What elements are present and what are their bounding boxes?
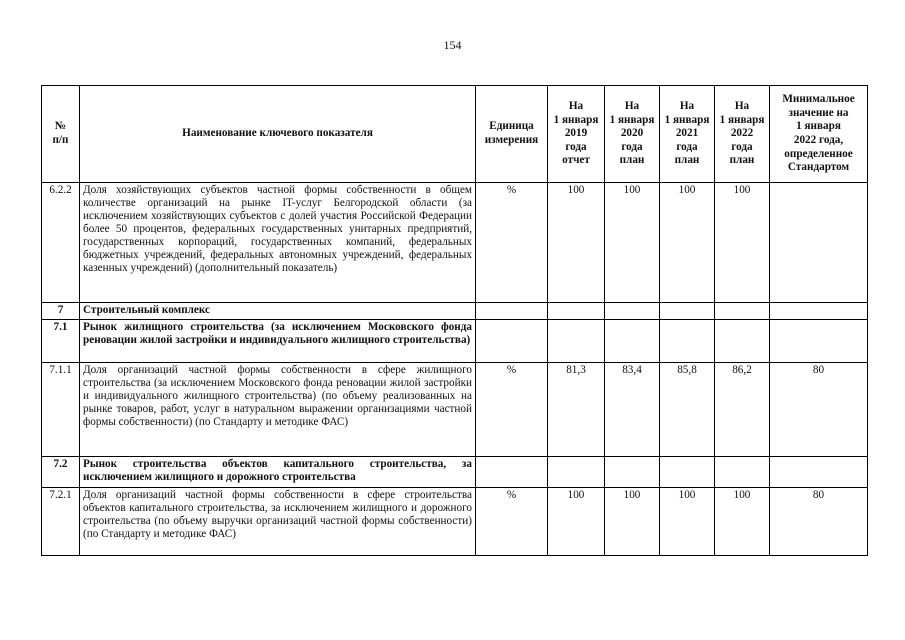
- row-name: Рынок строительства объектов капитального строительства, за исключением жилищного и дорожного строительства: [80, 457, 476, 488]
- table-header: [42, 86, 868, 183]
- row-unit: [476, 303, 548, 320]
- row-2022: 86,2: [715, 363, 770, 457]
- row-name: Рынок жилищного строительства (за исключением Московского фонда реновации жилой застройки и индивидуального жилищного строительства): [80, 320, 476, 363]
- row-2021: [660, 320, 715, 363]
- indicators-table: [41, 85, 868, 556]
- row-2019: [548, 320, 605, 363]
- row-2019: 100: [548, 183, 605, 303]
- row-unit: %: [476, 488, 548, 556]
- row-num: 7.2: [42, 457, 80, 488]
- row-name: Доля организаций частной формы собственности в сфере строительства объектов капитального строительства, за исключением жилищного и дорожного строительства (по объему выручки организаций частной формы собственности) (по Стандарту и методике ФАС): [80, 488, 476, 556]
- section-row: [42, 457, 868, 488]
- header-2022: На 1 января 2022 года план: [715, 86, 770, 183]
- row-standard: 80: [770, 488, 868, 556]
- row-standard: [770, 183, 868, 303]
- section-row: [42, 303, 868, 320]
- row-num: 7.1.1: [42, 363, 80, 457]
- row-2020: 100: [605, 488, 660, 556]
- section-row: [42, 320, 868, 363]
- row-2021: 85,8: [660, 363, 715, 457]
- header-unit: Единица измерения: [476, 86, 548, 183]
- row-2020: [605, 320, 660, 363]
- row-2021: 100: [660, 488, 715, 556]
- row-2020: 83,4: [605, 363, 660, 457]
- row-standard: [770, 457, 868, 488]
- row-2022: [715, 457, 770, 488]
- row-unit: %: [476, 183, 548, 303]
- table-row: [42, 488, 868, 556]
- table-row: [42, 183, 868, 303]
- row-2022: 100: [715, 488, 770, 556]
- row-unit: [476, 320, 548, 363]
- page-number: 154: [443, 38, 462, 52]
- row-2022: [715, 320, 770, 363]
- row-2019: [548, 457, 605, 488]
- row-name: Доля хозяйствующих субъектов частной формы собственности в общем количестве организаций на рынке IT-услуг Белгородской области (за исключением хозяйствующих субъектов с долей участия Российской Федерации более 50 процентов, федеральных государственных унитарных предприятий, государственных корпораций, государственных компаний, федеральных бюджетных учреждений, федеральных автономных учреждений, федеральных казенных учреждений) (дополнительный показатель): [80, 183, 476, 303]
- row-2021: [660, 457, 715, 488]
- row-2020: [605, 303, 660, 320]
- header-2019: На 1 января 2019 года отчет: [548, 86, 605, 183]
- row-num: 7.2.1: [42, 488, 80, 556]
- row-standard: [770, 320, 868, 363]
- row-name: Строительный комплекс: [80, 303, 476, 320]
- row-2022: 100: [715, 183, 770, 303]
- header-standard: Минимальное значение на 1 января 2022 года, определенное Стандартом: [770, 86, 868, 183]
- row-2020: [605, 457, 660, 488]
- row-num: 7: [42, 303, 80, 320]
- row-2019: 81,3: [548, 363, 605, 457]
- row-unit: %: [476, 363, 548, 457]
- row-num: 6.2.2: [42, 183, 80, 303]
- header-name: Наименование ключевого показателя: [80, 86, 476, 183]
- row-2021: 100: [660, 183, 715, 303]
- header-2020: На 1 января 2020 года план: [605, 86, 660, 183]
- row-2022: [715, 303, 770, 320]
- row-2019: 100: [548, 488, 605, 556]
- row-standard: 80: [770, 363, 868, 457]
- row-2019: [548, 303, 605, 320]
- header-num: № п/п: [42, 86, 80, 183]
- row-standard: [770, 303, 868, 320]
- row-unit: [476, 457, 548, 488]
- header-2021: На 1 января 2021 года план: [660, 86, 715, 183]
- row-num: 7.1: [42, 320, 80, 363]
- row-2021: [660, 303, 715, 320]
- row-2020: 100: [605, 183, 660, 303]
- table-row: [42, 363, 868, 457]
- row-name: Доля организаций частной формы собственности в сфере жилищного строительства (за исключением Московского фонда реновации жилой застройки и индивидуального жилищного строительства) (по объему реализованных на рынке товаров, работ, услуг в натуральном выражении организациями частной формы собственности) (по Стандарту и методике ФАС): [80, 363, 476, 457]
